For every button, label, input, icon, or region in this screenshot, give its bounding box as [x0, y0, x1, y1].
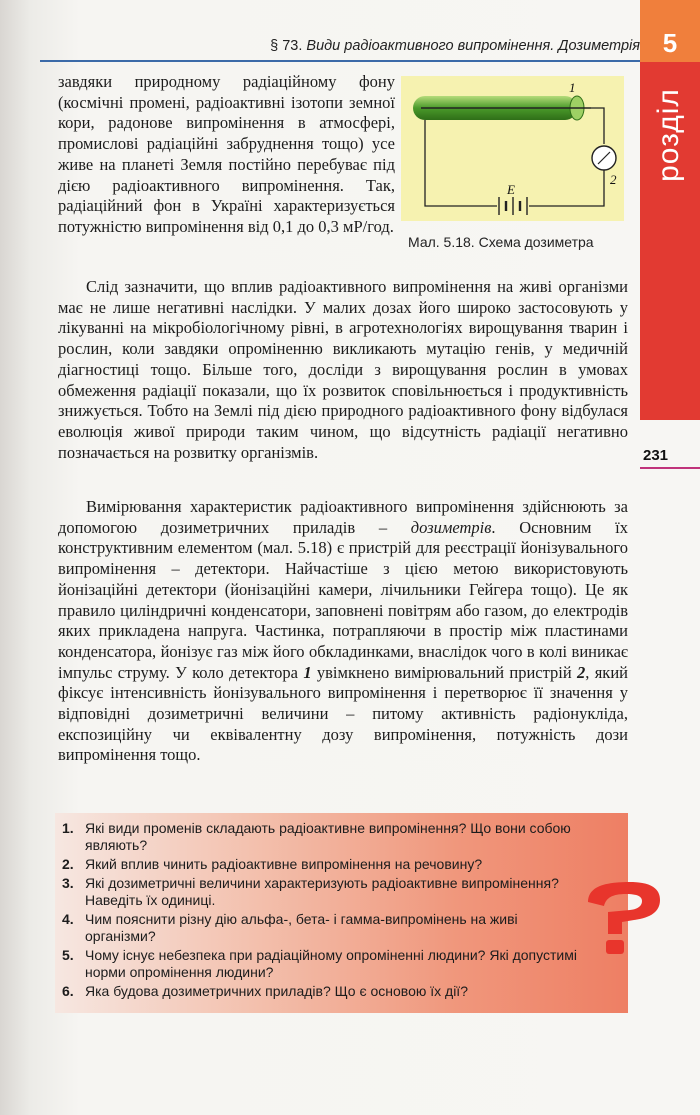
label-e: E: [507, 182, 515, 197]
p3-part4: , який фіксує інтенсивність йонізувального випромінення і перетворює її значення у відповідні дозиметричні величини – питому активність радіонукліда, експозиційну чи еквівалентну дозу випромінення, потужність дози випромінення тощо.: [58, 662, 628, 765]
question-mark-hook: [588, 882, 660, 934]
page-number: 231: [643, 447, 669, 464]
question-item: [62, 820, 582, 854]
question-text: Які дозиметричні величини характеризують радіоактивне випромінення? Наведіть їх одиниці.: [85, 875, 559, 908]
question-number: 3.: [62, 875, 74, 891]
question-item: [62, 983, 582, 1000]
question-item: [62, 947, 582, 981]
wire-left: [425, 120, 497, 206]
page-number-rule: [640, 467, 700, 469]
question-number: 6.: [62, 983, 74, 999]
wire-right-top: [591, 108, 604, 144]
paragraph-3: [58, 497, 628, 766]
chapter-tab: [640, 0, 700, 420]
question-number: 1.: [62, 820, 74, 836]
wire-right-bottom: [529, 170, 604, 206]
question-number: 4.: [62, 911, 74, 927]
paragraph-2-text: Слід зазначити, що вплив радіоактивного випромінення на живі організми має не лише негативні наслідки. У малих дозах його широко застосовують у лікуванні на мікробіологічному рівні, в агротехнологіях вирощування тварин і рослин, коли завдяки опроміненню викликають мутацію генів, у медичній діагностиці тощо. Більше того, досліди з вирощування рослин в умовах обмеження радіації показали, що їх розвиток сповільнюється і продуктивність знижується. Тобто на Землі під дією природного радіоактивного фону відбулася еволюція живої природи таким чином, що відсутність радіації негативно позначається на розвитку організмів.: [58, 277, 628, 462]
label-1: 1: [569, 80, 576, 95]
term-dosimeters: дозиметрів: [410, 517, 492, 537]
question-text: Які види променів складають радіоактивне випромінення? Що вони собою являють?: [85, 820, 571, 853]
section-title: Види радіоактивного випромінення. Дозиметрія: [306, 38, 640, 54]
question-text: Чому існує небезпека при радіаційному опроміненні людини? Які допустимі норми опромінення людини?: [85, 947, 577, 980]
question-mark-icon: [584, 880, 664, 960]
question-text: Який вплив чинить радіоактивне випромінення на речовину?: [85, 856, 483, 872]
question-item: [62, 875, 582, 909]
paragraph-1: [58, 72, 395, 238]
chapter-number: 5: [662, 28, 678, 58]
section-number: § 73.: [270, 38, 303, 54]
paragraph-2: [58, 277, 628, 463]
question-item: [62, 911, 582, 945]
question-mark-dot: [606, 940, 624, 954]
question-text: Чим пояснити різну дію альфа-, бета- і гамма-випромінень на живі організми?: [85, 911, 518, 944]
chapter-word: розділ: [652, 88, 685, 182]
question-number: 5.: [62, 947, 74, 963]
p3-part2: . Основним їх конструктивним елементом (мал. 5.18) є пристрій для реєстрації йонізувального випромінення – детектори. Найчастіше з цією метою використовують йонізаційні детектори (йонізаційні камери, лічильники Гейгера тощо). Це як правило циліндричні конденсатори, заповнені повітрям або газом, до електродів яких прикладена напруга. Частинка, потрапляючи в простір між пластинами конденсатора, йонізує газ між його обкладинками, внаслідок чого в колі виникає імпульс струму. У коло детектора: [58, 517, 628, 682]
running-header: [40, 38, 640, 54]
question-number: 2.: [62, 856, 74, 872]
question-text: Яка будова дозиметричних приладів? Що є основою їх дії?: [85, 983, 468, 999]
dosimeter-schematic: [401, 76, 624, 221]
p3-part3: увімкнено вимірювальний пристрій: [316, 662, 572, 682]
label-2: 2: [610, 172, 617, 187]
figure-caption: Мал. 5.18. Схема дозиметра: [408, 234, 594, 250]
ref-meter: 2: [577, 662, 586, 682]
p3-part1: Вимірювання характеристик радіоактивного випромінення здійснюють за допомогою дозиметричних приладів –: [58, 497, 628, 537]
question-item: [62, 856, 582, 873]
dosimeter-diagram: [401, 76, 624, 221]
questions-list: [62, 820, 582, 1002]
ref-detector: 1: [303, 662, 312, 682]
paragraph-3-text: [58, 497, 628, 766]
header-rule: [40, 60, 642, 62]
paragraph-1-text: завдяки природному радіаційному фону (космічні промені, радіоактивні ізотопи земної кори, радонове випромінення в атмосфері, промислові радіаційні забруднення тощо) усе живе на планеті Земля постійно перебуває під дією радіоактивного випромінення. Так, радіаційний фон в Україні характеризується потужністю випромінення від 0,1 до 0,3 мР/год.: [58, 72, 395, 236]
